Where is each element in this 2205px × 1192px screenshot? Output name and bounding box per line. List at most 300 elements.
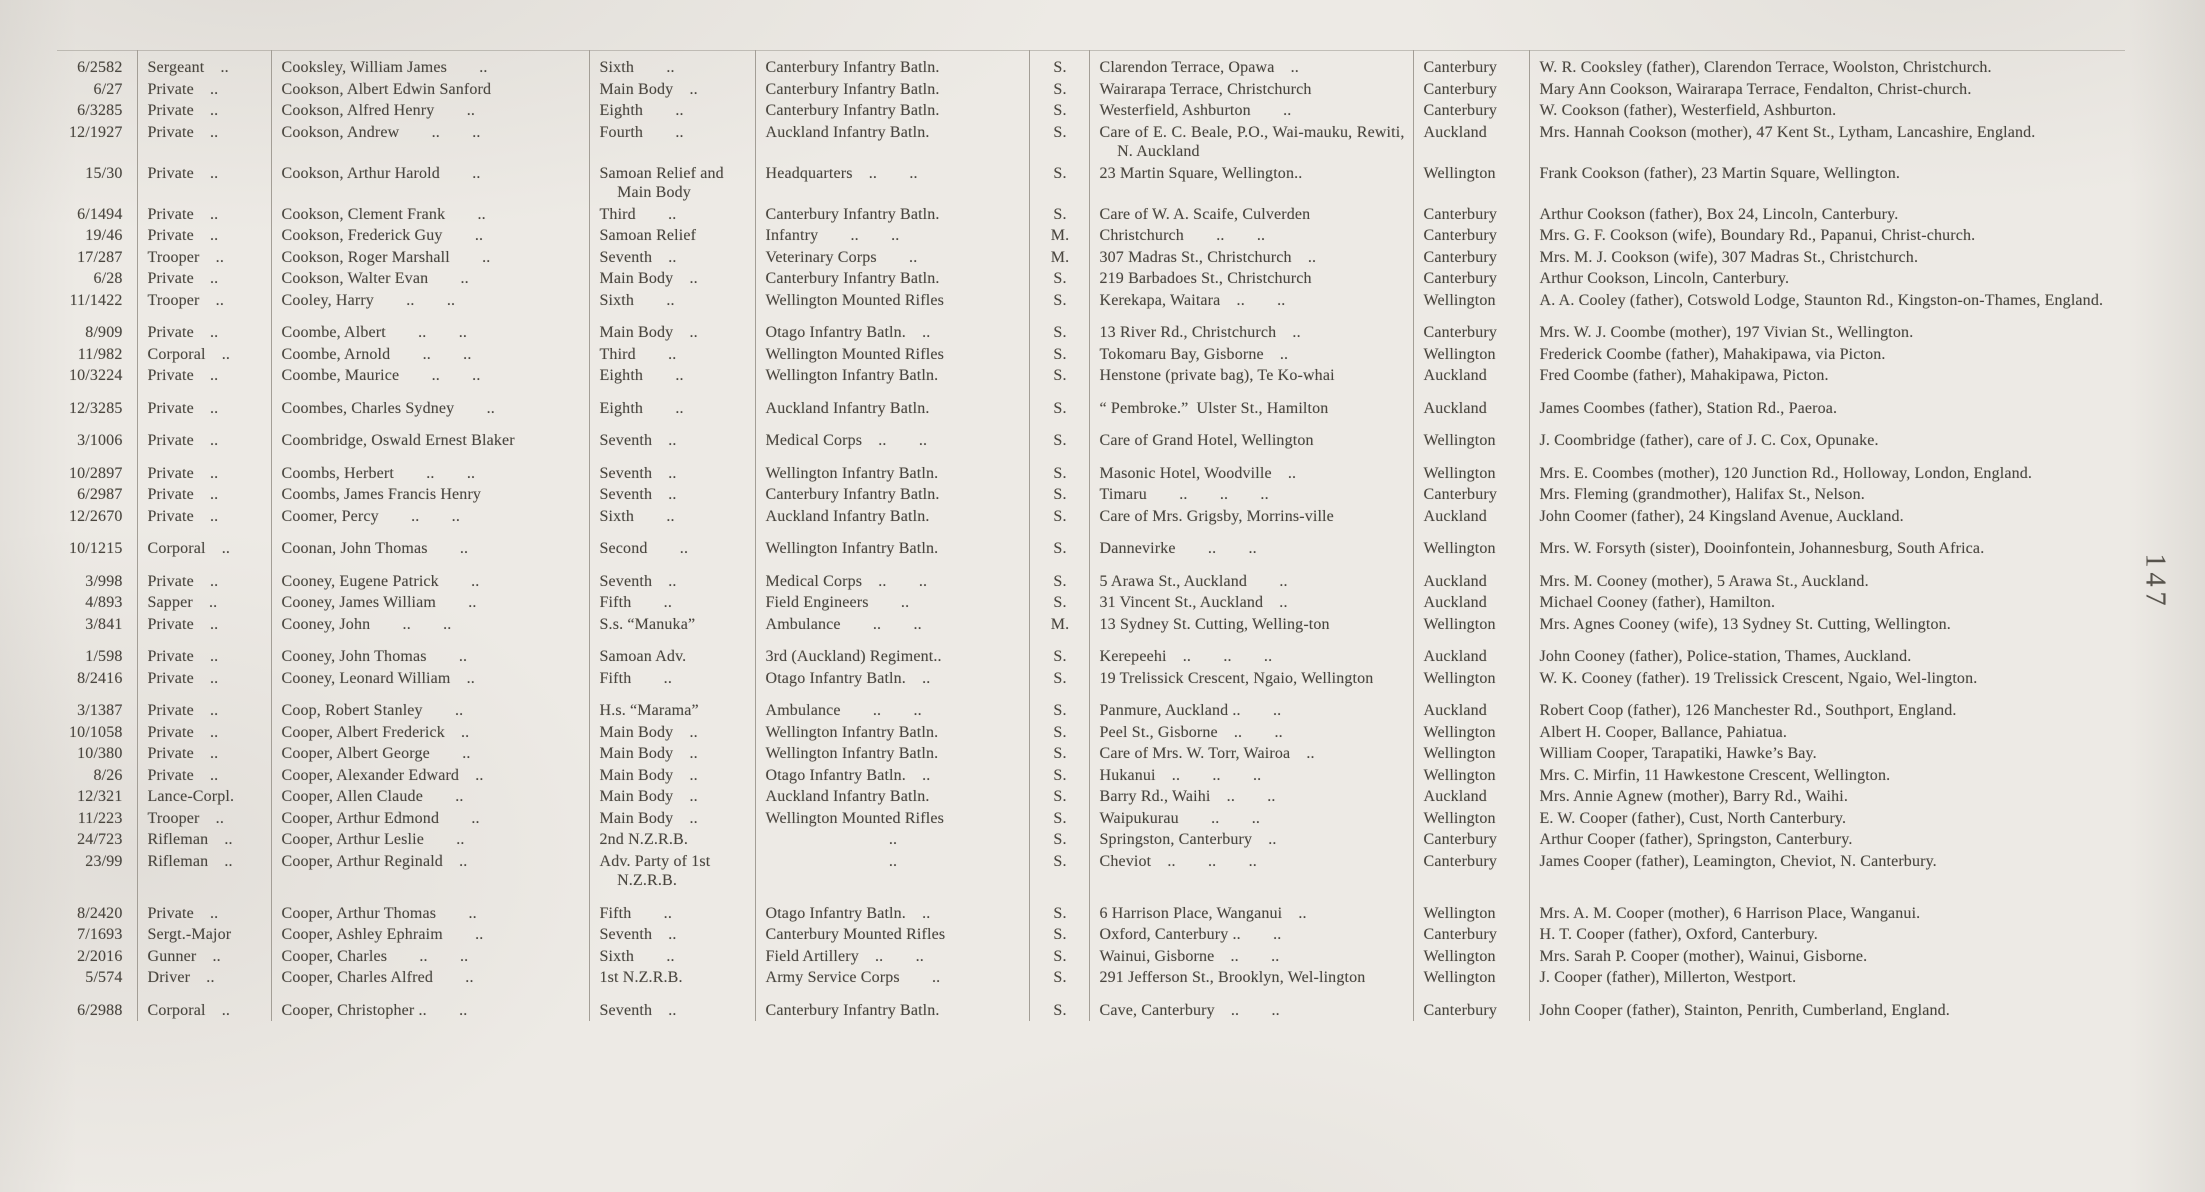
cell-address: Christchurch .. ..: [1089, 225, 1413, 247]
cell-name: Cooney, John .. ..: [271, 614, 589, 636]
cell-district: Wellington: [1413, 668, 1529, 690]
cell-reinforcement: Third ..: [589, 204, 755, 226]
cell-next-of-kin: Mrs. W. J. Coombe (mother), 197 Vivian St., Wellington.: [1529, 311, 2125, 344]
cell-reinforcement: Main Body ..: [589, 268, 755, 290]
cell-regimental-number: 11/982: [77, 345, 123, 363]
cell-regimental-number: 11/1422: [69, 291, 123, 309]
cell-district: Auckland: [1413, 786, 1529, 808]
table-row: [57, 892, 2125, 925]
cell-next-of-kin: Arthur Cookson (father), Box 24, Lincoln, Canterbury.: [1529, 204, 2125, 226]
cell-district: Canterbury: [1413, 989, 1529, 1022]
cell-district: Wellington: [1413, 163, 1529, 204]
cell-reinforcement: Main Body ..: [589, 743, 755, 765]
cell-district: Auckland: [1413, 387, 1529, 420]
cell-name: Cooksley, William James ..: [271, 51, 589, 79]
table-row: [57, 419, 2125, 452]
cell-unit: Otago Infantry Batln. ..: [755, 668, 1029, 690]
table-row: [57, 79, 2125, 101]
cell-district: Canterbury: [1413, 79, 1529, 101]
cell-reinforcement: Fifth ..: [589, 892, 755, 925]
cell-address: Care of Mrs. Grigsby, Morrins-ville: [1089, 506, 1413, 528]
table-row: [57, 786, 2125, 808]
cell-rank: Private ..: [137, 419, 271, 452]
cell-regimental-number: 12/2670: [69, 507, 123, 525]
cell-next-of-kin: W. K. Cooney (father). 19 Trelissick Crescent, Ngaio, Wel-lington.: [1529, 668, 2125, 690]
cell-status: S.: [1029, 100, 1089, 122]
cell-address: 307 Madras St., Christchurch ..: [1089, 247, 1413, 269]
cell-status: S.: [1029, 635, 1089, 668]
cell-district: Canterbury: [1413, 100, 1529, 122]
cell-rank: Private ..: [137, 506, 271, 528]
cell-regimental-number: 11/223: [77, 809, 123, 827]
cell-regimental-number: 10/3224: [69, 367, 123, 384]
cell-regimental-number: 15/30: [85, 164, 123, 182]
cell-district: Wellington: [1413, 808, 1529, 830]
cell-reinforcement: Fifth ..: [589, 668, 755, 690]
cell-unit: Wellington Mounted Rifles: [755, 808, 1029, 830]
cell-unit: Canterbury Infantry Batln.: [755, 100, 1029, 122]
cell-name: Cooney, James William ..: [271, 592, 589, 614]
cell-address: Care of Mrs. W. Torr, Wairoa ..: [1089, 743, 1413, 765]
table-row: [57, 829, 2125, 851]
cell-next-of-kin: James Cooper (father), Leamington, Cheviot, N. Canterbury.: [1529, 851, 2125, 892]
cell-name: Cookson, Andrew .. ..: [271, 122, 589, 163]
cell-next-of-kin: Mrs. Agnes Cooney (wife), 13 Sydney St. Cutting, Wellington.: [1529, 614, 2125, 636]
cell-name: Cooper, Arthur Edmond ..: [271, 808, 589, 830]
cell-rank: Private ..: [137, 560, 271, 593]
cell-unit: Wellington Mounted Rifles: [755, 344, 1029, 366]
cell-address: 6 Harrison Place, Wanganui ..: [1089, 892, 1413, 925]
cell-district: Canterbury: [1413, 268, 1529, 290]
table-row: [57, 851, 2125, 892]
cell-next-of-kin: Albert H. Cooper, Ballance, Pahiatua.: [1529, 722, 2125, 744]
cell-address: Barry Rd., Waihi .. ..: [1089, 786, 1413, 808]
cell-reinforcement: Adv. Party of 1st N.Z.R.B.: [589, 851, 755, 892]
cell-reinforcement: Sixth ..: [589, 51, 755, 79]
cell-address: Oxford, Canterbury .. ..: [1089, 924, 1413, 946]
cell-reinforcement: Seventh ..: [589, 484, 755, 506]
cell-name: Cookson, Alfred Henry ..: [271, 100, 589, 122]
cell-rank: Private ..: [137, 225, 271, 247]
cell-district: Canterbury: [1413, 204, 1529, 226]
cell-unit: Veterinary Corps ..: [755, 247, 1029, 269]
cell-unit: Field Artillery .. ..: [755, 946, 1029, 968]
cell-reinforcement: Eighth ..: [589, 365, 755, 387]
cell-regimental-number: 8/2420: [77, 904, 123, 922]
cell-status: S.: [1029, 689, 1089, 722]
table-row: [57, 100, 2125, 122]
cell-district: Wellington: [1413, 743, 1529, 765]
cell-regimental-number: 1/598: [85, 648, 123, 665]
cell-reinforcement: S.s. “Manuka”: [589, 614, 755, 636]
cell-regimental-number: 6/1494: [77, 205, 123, 223]
cell-next-of-kin: Mrs. C. Mirfin, 11 Hawkestone Crescent, Wellington.: [1529, 765, 2125, 787]
table-row: [57, 506, 2125, 528]
cell-status: S.: [1029, 829, 1089, 851]
cell-name: Coombridge, Oswald Ernest Blaker: [271, 419, 589, 452]
cell-name: Cooney, Eugene Patrick ..: [271, 560, 589, 593]
cell-regimental-number: 4/893: [85, 594, 123, 611]
cell-regimental-number: 3/841: [85, 615, 123, 633]
cell-address: Care of W. A. Scaife, Culverden: [1089, 204, 1413, 226]
cell-address: Westerfield, Ashburton ..: [1089, 100, 1413, 122]
cell-name: Cooper, Christopher .. ..: [271, 989, 589, 1022]
cell-rank: Private ..: [137, 100, 271, 122]
cell-rank: Private ..: [137, 268, 271, 290]
table-row: [57, 268, 2125, 290]
cell-district: Wellington: [1413, 344, 1529, 366]
cell-name: Cooper, Albert Frederick ..: [271, 722, 589, 744]
cell-district: Canterbury: [1413, 51, 1529, 79]
cell-unit: Medical Corps .. ..: [755, 560, 1029, 593]
cell-regimental-number: 12/321: [77, 788, 123, 805]
cell-rank: Private ..: [137, 892, 271, 925]
cell-reinforcement: H.s. “Marama”: [589, 689, 755, 722]
cell-name: Cooney, John Thomas ..: [271, 635, 589, 668]
cell-status: S.: [1029, 668, 1089, 690]
cell-reinforcement: Seventh ..: [589, 560, 755, 593]
cell-unit: Headquarters .. ..: [755, 163, 1029, 204]
roll-table-body: [57, 51, 2125, 1022]
cell-regimental-number: 8/909: [85, 324, 123, 341]
cell-address: Waipukurau .. ..: [1089, 808, 1413, 830]
cell-address: Wainui, Gisborne .. ..: [1089, 946, 1413, 968]
cell-name: Coombe, Albert .. ..: [271, 311, 589, 344]
cell-unit: Ambulance .. ..: [755, 689, 1029, 722]
table-row: [57, 387, 2125, 420]
cell-address: Peel St., Gisborne .. ..: [1089, 722, 1413, 744]
cell-regimental-number: 10/2897: [69, 464, 123, 482]
cell-address: 13 Sydney St. Cutting, Welling-ton: [1089, 614, 1413, 636]
cell-unit: Medical Corps .. ..: [755, 419, 1029, 452]
cell-regimental-number: 23/99: [85, 852, 123, 870]
cell-reinforcement: Sixth ..: [589, 946, 755, 968]
cell-unit: Ambulance .. ..: [755, 614, 1029, 636]
cell-rank: Private ..: [137, 311, 271, 344]
cell-unit: Auckland Infantry Batln.: [755, 786, 1029, 808]
cell-regimental-number: 6/2988: [77, 1001, 123, 1019]
cell-name: Cooper, Ashley Ephraim ..: [271, 924, 589, 946]
table-row: [57, 311, 2125, 344]
cell-district: Auckland: [1413, 365, 1529, 387]
table-row: [57, 344, 2125, 366]
table-row: [57, 365, 2125, 387]
cell-address: Care of E. C. Beale, P.O., Wai-mauku, Rewiti, N. Auckland: [1089, 122, 1413, 163]
cell-rank: Trooper ..: [137, 808, 271, 830]
cell-status: S.: [1029, 122, 1089, 163]
table-row: [57, 924, 2125, 946]
cell-status: S.: [1029, 946, 1089, 968]
cell-address: 219 Barbadoes St., Christchurch: [1089, 268, 1413, 290]
cell-rank: Private ..: [137, 204, 271, 226]
cell-district: Auckland: [1413, 635, 1529, 668]
cell-status: S.: [1029, 765, 1089, 787]
cell-rank: Rifleman ..: [137, 829, 271, 851]
cell-address: Timaru .. .. ..: [1089, 484, 1413, 506]
cell-regimental-number: 10/380: [77, 745, 123, 762]
cell-unit: ..: [755, 851, 1029, 892]
cell-status: S.: [1029, 527, 1089, 560]
cell-regimental-number: 2/2016: [77, 947, 123, 965]
cell-district: Wellington: [1413, 290, 1529, 312]
cell-next-of-kin: Mrs. M. J. Cookson (wife), 307 Madras St., Christchurch.: [1529, 247, 2125, 269]
cell-address: Henstone (private bag), Te Ko-whai: [1089, 365, 1413, 387]
table-row: [57, 635, 2125, 668]
cell-rank: Private ..: [137, 122, 271, 163]
cell-name: Cooper, Albert George ..: [271, 743, 589, 765]
table-row: [57, 452, 2125, 485]
roll-table: [57, 50, 2125, 1021]
cell-regimental-number: 10/1058: [69, 723, 123, 741]
cell-address: Dannevirke .. ..: [1089, 527, 1413, 560]
cell-regimental-number: 8/26: [93, 766, 123, 784]
cell-rank: Private ..: [137, 689, 271, 722]
cell-address: Clarendon Terrace, Opawa ..: [1089, 51, 1413, 79]
cell-address: 19 Trelissick Crescent, Ngaio, Wellington: [1089, 668, 1413, 690]
cell-rank: Rifleman ..: [137, 851, 271, 892]
cell-name: Cooley, Harry .. ..: [271, 290, 589, 312]
cell-next-of-kin: Mrs. G. F. Cookson (wife), Boundary Rd., Papanui, Christ-church.: [1529, 225, 2125, 247]
cell-next-of-kin: John Cooney (father), Police-station, Thames, Auckland.: [1529, 635, 2125, 668]
cell-rank: Driver ..: [137, 967, 271, 989]
cell-reinforcement: 1st N.Z.R.B.: [589, 967, 755, 989]
cell-next-of-kin: Fred Coombe (father), Mahakipawa, Picton.: [1529, 365, 2125, 387]
cell-unit: Wellington Infantry Batln.: [755, 743, 1029, 765]
cell-name: Coombs, Herbert .. ..: [271, 452, 589, 485]
cell-address: Kerepeehi .. .. ..: [1089, 635, 1413, 668]
cell-unit: Canterbury Infantry Batln.: [755, 79, 1029, 101]
table-row: [57, 689, 2125, 722]
cell-address: “ Pembroke.” Ulster St., Hamilton: [1089, 387, 1413, 420]
cell-regimental-number: 12/3285: [69, 399, 123, 417]
cell-regimental-number: 6/2582: [77, 59, 123, 76]
cell-reinforcement: Seventh ..: [589, 247, 755, 269]
cell-reinforcement: Eighth ..: [589, 100, 755, 122]
cell-district: Wellington: [1413, 419, 1529, 452]
cell-name: Coombes, Charles Sydney ..: [271, 387, 589, 420]
cell-name: Cooney, Leonard William ..: [271, 668, 589, 690]
cell-status: S.: [1029, 163, 1089, 204]
cell-next-of-kin: John Coomer (father), 24 Kingsland Avenue, Auckland.: [1529, 506, 2125, 528]
cell-address: Kerekapa, Waitara .. ..: [1089, 290, 1413, 312]
cell-reinforcement: Main Body ..: [589, 808, 755, 830]
cell-regimental-number: 19/46: [85, 227, 123, 244]
cell-reinforcement: Samoan Relief: [589, 225, 755, 247]
cell-reinforcement: Main Body ..: [589, 786, 755, 808]
cell-rank: Private ..: [137, 765, 271, 787]
cell-district: Wellington: [1413, 892, 1529, 925]
cell-reinforcement: Main Body ..: [589, 722, 755, 744]
cell-next-of-kin: J. Coombridge (father), care of J. C. Cox, Opunake.: [1529, 419, 2125, 452]
cell-district: Canterbury: [1413, 484, 1529, 506]
cell-name: Coomer, Percy .. ..: [271, 506, 589, 528]
cell-district: Auckland: [1413, 560, 1529, 593]
cell-unit: Auckland Infantry Batln.: [755, 122, 1029, 163]
cell-unit: Canterbury Mounted Rifles: [755, 924, 1029, 946]
cell-district: Wellington: [1413, 452, 1529, 485]
cell-name: Coombe, Maurice .. ..: [271, 365, 589, 387]
cell-next-of-kin: John Cooper (father), Stainton, Penrith, Cumberland, England.: [1529, 989, 2125, 1022]
table-row: [57, 51, 2125, 79]
cell-regimental-number: 24/723: [77, 831, 123, 848]
cell-unit: Otago Infantry Batln. ..: [755, 311, 1029, 344]
table-row: [57, 946, 2125, 968]
cell-reinforcement: Seventh ..: [589, 924, 755, 946]
cell-unit: 3rd (Auckland) Regiment..: [755, 635, 1029, 668]
table-row: [57, 247, 2125, 269]
cell-district: Wellington: [1413, 614, 1529, 636]
cell-regimental-number: 10/1215: [69, 540, 123, 557]
cell-address: Tokomaru Bay, Gisborne ..: [1089, 344, 1413, 366]
cell-next-of-kin: Michael Cooney (father), Hamilton.: [1529, 592, 2125, 614]
cell-status: S.: [1029, 290, 1089, 312]
cell-status: M.: [1029, 247, 1089, 269]
cell-reinforcement: Main Body ..: [589, 79, 755, 101]
cell-next-of-kin: Mrs. A. M. Cooper (mother), 6 Harrison Place, Wanganui.: [1529, 892, 2125, 925]
cell-next-of-kin: James Coombes (father), Station Rd., Paeroa.: [1529, 387, 2125, 420]
cell-regimental-number: 3/1387: [77, 702, 123, 719]
cell-reinforcement: Fifth ..: [589, 592, 755, 614]
cell-address: Springston, Canterbury ..: [1089, 829, 1413, 851]
cell-unit: Field Engineers ..: [755, 592, 1029, 614]
cell-status: S.: [1029, 452, 1089, 485]
cell-status: S.: [1029, 989, 1089, 1022]
cell-next-of-kin: J. Cooper (father), Millerton, Westport.: [1529, 967, 2125, 989]
cell-unit: Wellington Infantry Batln.: [755, 365, 1029, 387]
table-row: [57, 967, 2125, 989]
cell-name: Cookson, Roger Marshall ..: [271, 247, 589, 269]
cell-name: Cooper, Allen Claude ..: [271, 786, 589, 808]
cell-rank: Private ..: [137, 635, 271, 668]
cell-name: Cookson, Frederick Guy ..: [271, 225, 589, 247]
cell-district: Wellington: [1413, 967, 1529, 989]
cell-rank: Trooper ..: [137, 290, 271, 312]
cell-reinforcement: Seventh ..: [589, 452, 755, 485]
cell-address: Wairarapa Terrace, Christchurch: [1089, 79, 1413, 101]
cell-reinforcement: Seventh ..: [589, 419, 755, 452]
cell-address: 291 Jefferson St., Brooklyn, Wel-lington: [1089, 967, 1413, 989]
cell-status: S.: [1029, 365, 1089, 387]
cell-unit: Auckland Infantry Batln.: [755, 506, 1029, 528]
cell-rank: Sergeant ..: [137, 51, 271, 79]
cell-address: Care of Grand Hotel, Wellington: [1089, 419, 1413, 452]
cell-rank: Private ..: [137, 722, 271, 744]
cell-reinforcement: Main Body ..: [589, 311, 755, 344]
table-row: [57, 290, 2125, 312]
cell-address: Hukanui .. .. ..: [1089, 765, 1413, 787]
cell-unit: Wellington Mounted Rifles: [755, 290, 1029, 312]
cell-name: Cooper, Charles .. ..: [271, 946, 589, 968]
cell-district: Canterbury: [1413, 851, 1529, 892]
cell-status: S.: [1029, 419, 1089, 452]
table-row: [57, 722, 2125, 744]
cell-reinforcement: Seventh ..: [589, 989, 755, 1022]
cell-rank: Corporal ..: [137, 527, 271, 560]
cell-unit: Auckland Infantry Batln.: [755, 387, 1029, 420]
cell-status: S.: [1029, 592, 1089, 614]
cell-district: Canterbury: [1413, 924, 1529, 946]
cell-district: Canterbury: [1413, 225, 1529, 247]
cell-next-of-kin: A. A. Cooley (father), Cotswold Lodge, Staunton Rd., Kingston-on-Thames, England.: [1529, 290, 2125, 312]
cell-rank: Private ..: [137, 484, 271, 506]
table-row: [57, 204, 2125, 226]
cell-name: Cookson, Arthur Harold ..: [271, 163, 589, 204]
cell-next-of-kin: Frank Cookson (father), 23 Martin Square, Wellington.: [1529, 163, 2125, 204]
table-row: [57, 668, 2125, 690]
cell-rank: Private ..: [137, 387, 271, 420]
cell-status: S.: [1029, 51, 1089, 79]
cell-rank: Corporal ..: [137, 989, 271, 1022]
cell-unit: Canterbury Infantry Batln.: [755, 989, 1029, 1022]
cell-unit: ..: [755, 829, 1029, 851]
cell-rank: Sergt.-Major: [137, 924, 271, 946]
cell-district: Wellington: [1413, 722, 1529, 744]
cell-status: S.: [1029, 892, 1089, 925]
cell-reinforcement: Sixth ..: [589, 290, 755, 312]
cell-status: S.: [1029, 808, 1089, 830]
cell-rank: Private ..: [137, 79, 271, 101]
table-row: [57, 163, 2125, 204]
cell-name: Coonan, John Thomas ..: [271, 527, 589, 560]
cell-status: S.: [1029, 851, 1089, 892]
cell-unit: Wellington Infantry Batln.: [755, 722, 1029, 744]
cell-unit: Army Service Corps ..: [755, 967, 1029, 989]
table-row: [57, 989, 2125, 1022]
cell-regimental-number: 6/2987: [77, 486, 123, 503]
cell-status: S.: [1029, 79, 1089, 101]
cell-next-of-kin: Mrs. Fleming (grandmother), Halifax St., Nelson.: [1529, 484, 2125, 506]
page-number: 147: [2139, 553, 2171, 611]
cell-rank: Private ..: [137, 365, 271, 387]
cell-unit: Otago Infantry Batln. ..: [755, 892, 1029, 925]
cell-next-of-kin: Mrs. E. Coombes (mother), 120 Junction Rd., Holloway, London, England.: [1529, 452, 2125, 485]
cell-status: S.: [1029, 743, 1089, 765]
table-row: [57, 122, 2125, 163]
cell-unit: Wellington Infantry Batln.: [755, 527, 1029, 560]
cell-reinforcement: Sixth ..: [589, 506, 755, 528]
table-row: [57, 808, 2125, 830]
cell-regimental-number: 5/574: [85, 969, 123, 986]
cell-address: 5 Arawa St., Auckland ..: [1089, 560, 1413, 593]
cell-regimental-number: 6/27: [93, 80, 123, 98]
cell-regimental-number: 12/1927: [69, 123, 123, 141]
cell-rank: Sapper ..: [137, 592, 271, 614]
cell-name: Coop, Robert Stanley ..: [271, 689, 589, 722]
cell-status: S.: [1029, 967, 1089, 989]
table-row: [57, 743, 2125, 765]
table-row: [57, 614, 2125, 636]
cell-name: Cooper, Charles Alfred ..: [271, 967, 589, 989]
cell-unit: Otago Infantry Batln. ..: [755, 765, 1029, 787]
cell-status: S.: [1029, 560, 1089, 593]
cell-regimental-number: 3/1006: [77, 432, 123, 449]
cell-unit: Infantry .. ..: [755, 225, 1029, 247]
cell-next-of-kin: Mrs. Annie Agnew (mother), Barry Rd., Waihi.: [1529, 786, 2125, 808]
cell-address: Cheviot .. .. ..: [1089, 851, 1413, 892]
cell-regimental-number: 17/287: [77, 248, 123, 266]
cell-name: Cooper, Arthur Reginald ..: [271, 851, 589, 892]
cell-regimental-number: 6/3285: [77, 102, 123, 119]
cell-next-of-kin: E. W. Cooper (father), Cust, North Canterbury.: [1529, 808, 2125, 830]
cell-status: M.: [1029, 614, 1089, 636]
cell-status: M.: [1029, 225, 1089, 247]
cell-status: S.: [1029, 722, 1089, 744]
cell-next-of-kin: Arthur Cooper (father), Springston, Canterbury.: [1529, 829, 2125, 851]
cell-next-of-kin: Robert Coop (father), 126 Manchester Rd., Southport, England.: [1529, 689, 2125, 722]
cell-regimental-number: 3/998: [85, 572, 123, 590]
cell-district: Wellington: [1413, 765, 1529, 787]
cell-name: Cooper, Arthur Thomas ..: [271, 892, 589, 925]
